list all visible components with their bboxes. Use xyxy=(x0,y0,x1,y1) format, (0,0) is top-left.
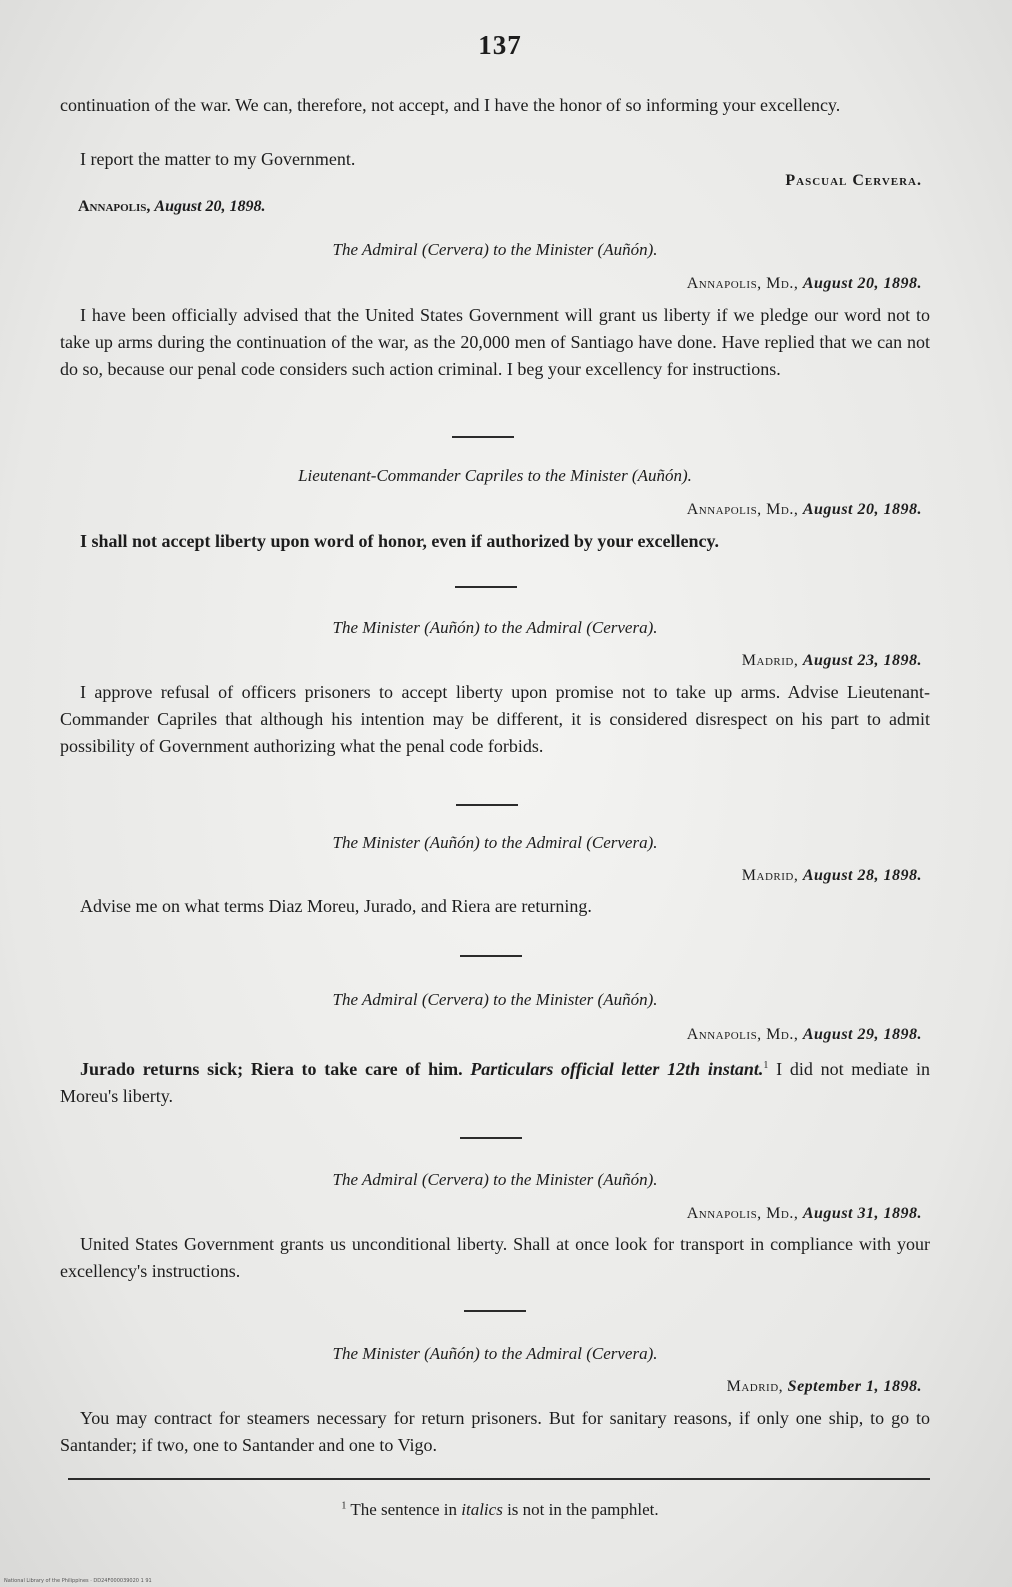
letter-body: Advise me on what terms Diaz Moreu, Jurado, and Riera are returning. xyxy=(80,896,592,916)
page-number: 137 xyxy=(478,30,522,60)
section-divider xyxy=(455,586,517,588)
letter-dateline xyxy=(687,501,922,519)
intro-place: Annapolis, xyxy=(78,198,151,215)
letter-body-part: I did not mediate in Moreu's liberty. xyxy=(60,1059,931,1106)
letter-dateline xyxy=(687,1026,922,1044)
section-divider xyxy=(464,1310,526,1312)
letter-heading: The Minister (Auñón) to the Admiral (Cervera). xyxy=(332,1344,658,1363)
letter-place: Madrid, xyxy=(726,1378,784,1395)
letter-date: September 1, 1898. xyxy=(787,1378,922,1395)
letter-heading: The Admiral (Cervera) to the Minister (Auñón). xyxy=(332,240,658,259)
section-divider xyxy=(460,1137,522,1139)
letter-body xyxy=(60,1052,930,1110)
section-divider xyxy=(456,804,518,806)
letter-date: August 23, 1898. xyxy=(802,652,922,669)
footnote-text: The sentence in xyxy=(350,1500,457,1519)
footnote-italic: italics xyxy=(461,1500,503,1519)
letter-date: August 20, 1898. xyxy=(802,275,922,292)
letter-heading: Lieutenant-Commander Capriles to the Minister (Auñón). xyxy=(298,466,692,485)
library-imprint: National Library of the Philippines · DD24F000039020 1 91 xyxy=(4,1578,152,1584)
letter-place: Annapolis, Md., xyxy=(686,275,799,292)
letter-dateline xyxy=(687,275,922,293)
letter-place: Annapolis, Md., xyxy=(686,501,799,518)
section-divider xyxy=(452,436,514,438)
letter-body-italic: Particulars official letter 12th instant. xyxy=(470,1059,764,1079)
letter-body: United States Government grants us unconditional liberty. Shall at once look for transport in compliance with your excellency's instructions. xyxy=(60,1234,930,1281)
letter-body: I shall not accept liberty upon word of honor, even if authorized by your excellency. xyxy=(80,531,719,551)
letter-date: August 31, 1898. xyxy=(802,1205,922,1222)
intro-date: August 20, 1898. xyxy=(154,198,266,215)
letter-dateline xyxy=(742,867,922,885)
letter-heading: The Admiral (Cervera) to the Minister (Auñón). xyxy=(332,1170,658,1189)
letter-body: I have been officially advised that the United States Government will grant us liberty if we pledge our word not to take up arms during the continuation of the war, as the 20,000 men of Santiago have done. Have replied that we can not do so, because our penal code considers such action criminal. I beg your excellency for instructions. xyxy=(60,305,930,379)
letter-dateline xyxy=(742,652,922,670)
letter-dateline xyxy=(727,1378,922,1396)
footnote-rule xyxy=(68,1478,930,1480)
letter-date: August 29, 1898. xyxy=(802,1026,922,1043)
footnote-marker: 1 xyxy=(763,1060,769,1071)
letter-place: Annapolis, Md., xyxy=(686,1205,799,1222)
letter-heading: The Minister (Auñón) to the Admiral (Cervera). xyxy=(332,618,658,637)
letter-date: August 20, 1898. xyxy=(802,501,922,518)
intro-report-line: I report the matter to my Government. xyxy=(80,149,356,169)
letter-heading: The Admiral (Cervera) to the Minister (Auñón). xyxy=(332,990,658,1009)
letter-body: You may contract for steamers necessary for return prisoners. But for sanitary reasons, if only one ship, to go to Santander; if two, one to Santander and one to Vigo. xyxy=(60,1408,930,1455)
letter-place: Madrid, xyxy=(741,867,799,884)
intro-paragraph: continuation of the war. We can, therefore, not accept, and I have the honor of so informing your excellency. xyxy=(60,95,841,115)
letter-date: August 28, 1898. xyxy=(802,867,922,884)
footnote-mark: 1 xyxy=(341,1500,347,1512)
letter-place: Madrid, xyxy=(741,652,799,669)
letter-heading: The Minister (Auñón) to the Admiral (Cervera). xyxy=(332,833,658,852)
footnote xyxy=(0,1500,1000,1520)
section-divider xyxy=(460,955,522,957)
letter-place: Annapolis, Md., xyxy=(686,1026,799,1043)
letter-dateline xyxy=(687,1205,922,1223)
letter-body-part: Jurado returns sick; Riera to take care of him. xyxy=(80,1059,463,1079)
letter-body: I approve refusal of officers prisoners to accept liberty upon promise not to take up arms. Advise Lieutenant-Commander Capriles that although his intention may be different, it is considered disrespect on his part to admit possibility of Government authorizing what the penal code forbids. xyxy=(60,682,930,756)
footnote-text: is not in the pamphlet. xyxy=(507,1500,659,1519)
intro-dateline xyxy=(78,198,266,216)
signature: Pascual Cervera. xyxy=(785,172,922,189)
